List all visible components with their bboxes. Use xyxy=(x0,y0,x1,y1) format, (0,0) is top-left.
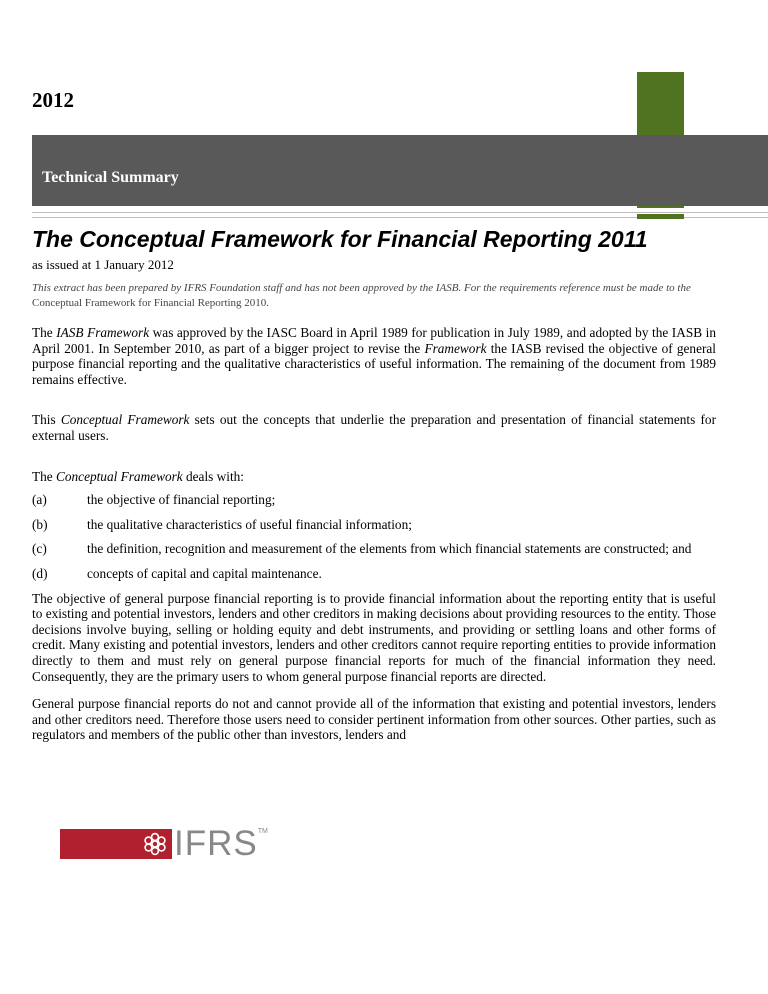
list-marker: (b) xyxy=(32,516,48,532)
paragraph-deals-with xyxy=(32,469,716,485)
list-marker: (d) xyxy=(32,565,48,581)
italic-term: Conceptual Framework xyxy=(56,468,183,484)
list-marker: (a) xyxy=(32,492,47,508)
list-item xyxy=(32,517,716,533)
logo-red-bar xyxy=(60,829,172,859)
logo-wordmark: IFRS xyxy=(174,824,258,863)
paragraph-intro xyxy=(32,325,716,387)
green-accent-strip xyxy=(637,214,684,219)
text-span: was approved by the IASC Board in April 1989 for publication in July 1989, and adopted by the IASB in April 2001. In September 2010, as part of a bigger project to revise the xyxy=(32,325,716,356)
text-span: the IASB revised the objective of general purpose financial reporting and the qualitative characteristics of useful information. The remaining of the document from 1989 remains effective. xyxy=(32,340,716,387)
list-marker: (c) xyxy=(32,541,47,557)
italic-term: IASB Framework xyxy=(56,325,150,340)
italic-term: Framework xyxy=(424,340,487,356)
header-band xyxy=(32,135,768,206)
note-end: . xyxy=(266,297,270,309)
text-span: This xyxy=(32,412,61,428)
text-span: deals with: xyxy=(182,468,244,484)
list-text: the qualitative characteristics of useful financial information; xyxy=(87,516,412,532)
document-title: The Conceptual Framework for Financial Reporting 2011 xyxy=(32,226,648,252)
list-text: the definition, recognition and measurement of the elements from which financial statements are constructed; and xyxy=(87,541,692,557)
list-item xyxy=(32,492,716,508)
text-span: The xyxy=(32,468,56,484)
list-text: the objective of financial reporting; xyxy=(87,492,276,508)
paragraph-objective: The objective of general purpose financial reporting is to provide financial information about the reporting entity that is useful to existing and potential investors, lenders and other creditors in making decisions about providing resources to the entity. Those decisions involve buying, selling or holding equity and debt instruments, and providing or settling loans and other forms of credit. Many existing and potential investors, lenders and other creditors cannot require reporting entities to provide information directly to them and must rely on general purpose financial reports for much of the financial information they need. Consequently, they are the primary users to whom general purpose financial reports are directed. xyxy=(32,590,716,684)
paragraph-sets-out xyxy=(32,412,716,443)
trademark-mark: TM xyxy=(257,828,268,835)
document-subtitle: as issued at 1 January 2012 xyxy=(32,257,174,272)
italic-term: Conceptual Framework xyxy=(60,412,190,428)
disclaimer-note xyxy=(32,281,712,311)
paragraph-general-purpose: General purpose financial reports do not and cannot provide all of the information that existing and potential investors, lenders and other creditors need. Therefore those users need to consider pertinent information from other sources. Other parties, such as regulators and members of the public other than investors, lenders and xyxy=(32,696,716,743)
document-body xyxy=(32,325,716,743)
note-text: This extract has been prepared by IFRS Foundation staff and has not been approved by the IASB. For the requirements reference must be made to the xyxy=(32,282,691,294)
scope-list xyxy=(32,492,716,581)
flower-seal-icon xyxy=(138,829,172,859)
list-item xyxy=(32,566,716,582)
list-text: concepts of capital and capital maintenance. xyxy=(87,565,322,581)
list-item xyxy=(32,541,716,557)
text-span: The xyxy=(32,325,57,340)
divider-line xyxy=(32,212,768,213)
ifrs-logo xyxy=(60,826,268,861)
document-year: 2012 xyxy=(32,88,74,112)
note-reference: Conceptual Framework for Financial Reporting 2010 xyxy=(32,297,267,309)
text-span: sets out the concepts that underlie the preparation and presentation of financial statements for external users. xyxy=(32,412,716,443)
band-label: Technical Summary xyxy=(42,169,179,186)
